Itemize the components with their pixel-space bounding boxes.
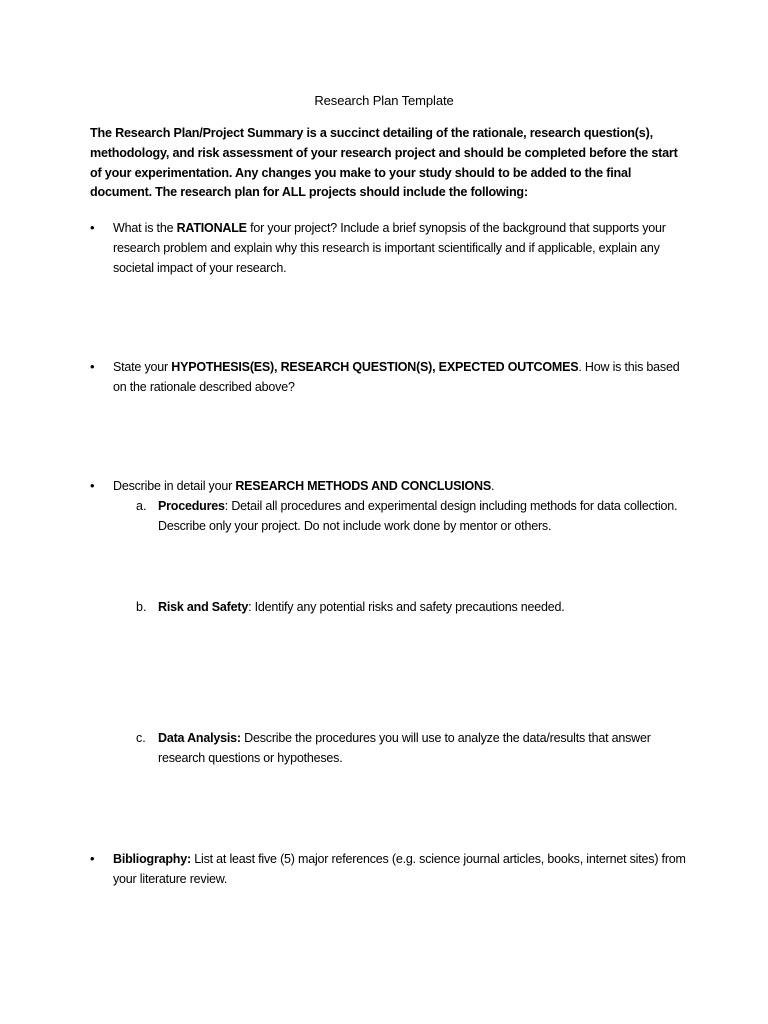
analysis-keyword: Data Analysis:	[158, 731, 241, 745]
analysis-post: Describe the procedures you will use to analyze the data/results that answer research questions or hypotheses.	[158, 731, 651, 765]
bibliography-keyword: Bibliography:	[113, 852, 191, 866]
risk-text	[158, 597, 686, 617]
bibliography-post: List at least five (5) major references (e.g. science journal articles, books, internet sites) from your literature review.	[113, 852, 686, 886]
sub-marker: a.	[136, 499, 147, 513]
page-title: Research Plan Template	[314, 93, 454, 108]
sub-item-analysis	[136, 728, 686, 768]
rationale-pre: What is the	[113, 221, 177, 235]
sub-item-procedures	[136, 496, 686, 536]
bibliography-text	[113, 849, 690, 889]
list-item-hypothesis	[90, 357, 690, 397]
rationale-post: for your project? Include a brief synopsis of the background that supports your research problem and explain why this research is important scientifically and if applicable, explain any societal impact of your research.	[113, 221, 666, 275]
methods-keyword: RESEARCH METHODS AND CONCLUSIONS	[235, 479, 491, 493]
hypothesis-pre: State your	[113, 360, 172, 374]
hypothesis-text	[113, 357, 690, 397]
sub-marker: c.	[136, 731, 146, 745]
risk-keyword: Risk and Safety	[158, 600, 249, 614]
intro-paragraph: The Research Plan/Project Summary is a succinct detailing of the rationale, research question(s), methodology, and risk assessment of your research project and should be completed before the start of your experimentation. Any changes you make to your study should to be added to the final document. The research plan for ALL projects should include the following:	[90, 126, 678, 200]
procedures-keyword: Procedures	[158, 499, 225, 513]
bullet-marker: •	[90, 851, 95, 866]
rationale-keyword: RATIONALE	[176, 221, 247, 235]
bullet-marker: •	[90, 220, 95, 235]
procedures-text	[158, 496, 686, 536]
rationale-text	[113, 218, 690, 278]
sub-marker: b.	[136, 600, 147, 614]
bullet-marker: •	[90, 478, 95, 493]
procedures-post: : Detail all procedures and experimental design including methods for data collection. Describe only your project. Do not include work done by mentor or others.	[158, 499, 678, 533]
list-item-methods	[90, 476, 690, 496]
methods-pre: Describe in detail your	[113, 479, 236, 493]
list-item-bibliography	[90, 849, 690, 889]
bullet-marker: •	[90, 359, 95, 374]
methods-post: .	[491, 479, 495, 493]
methods-text	[113, 476, 690, 496]
hypothesis-keyword: HYPOTHESIS(ES), RESEARCH QUESTION(S), EXPECTED OUTCOMES	[171, 360, 579, 374]
hypothesis-post: . How is this based on the rationale described above?	[113, 360, 680, 394]
risk-post: : Identify any potential risks and safety precautions needed.	[248, 600, 565, 614]
sub-item-risk	[136, 597, 686, 617]
list-item-rationale	[90, 218, 690, 278]
analysis-text	[158, 728, 686, 768]
